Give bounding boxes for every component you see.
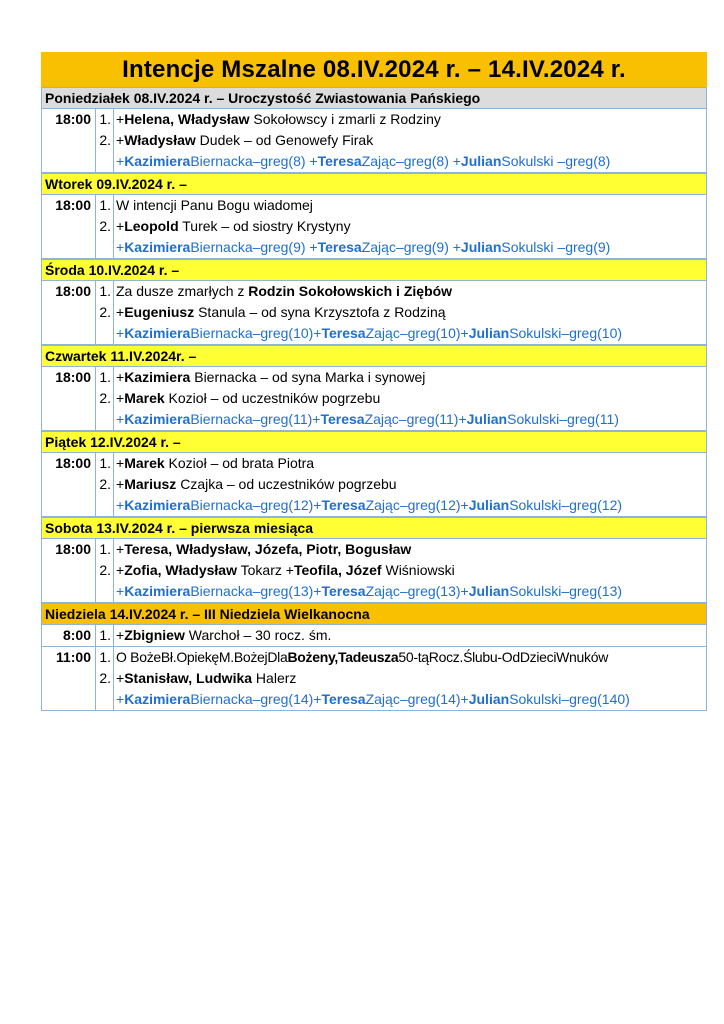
intention-name: Mariusz [124,476,177,492]
intention-name: Marek [124,390,165,406]
greg-text: Zając–greg(8) + [361,153,461,169]
intention-text: Za dusze zmarłych z [116,283,249,299]
intention-text: Halerz [252,670,297,686]
intention-name: Leopold [124,218,179,234]
intention-number: 1. [96,453,114,474]
mass-row [42,453,706,517]
gregorian-line [96,237,706,258]
intention-text: Kozioł – od uczestników pogrzebu [164,390,381,406]
intention-number: 2. [96,668,114,689]
mass-time: 18:00 [42,109,96,172]
intention-number: 1. [96,625,114,646]
greg-name: Julian [468,691,510,707]
gregorian-line [96,323,706,344]
intention-name: Rodzin Sokołowskich i Ziębów [248,283,453,299]
intention-text: + [116,369,125,385]
greg-text: + [116,497,125,513]
intention-line [96,388,706,409]
day-block [41,87,707,173]
intention-name: Stanisław, Ludwika [124,670,253,686]
page-title: Intencje Mszalne 08.IV.2024 r. – 14.IV.2024 r. [41,52,707,87]
intention-text: Sokołowscy i zmarli z Rodziny [249,111,441,127]
mass-row [42,539,706,603]
greg-text: Zając–greg(9) + [361,239,461,255]
gregorian-line [96,151,706,172]
greg-text: Zając–greg(10)+ [365,325,469,341]
mass-row [42,281,706,345]
day-block [41,431,707,517]
day-header: Wtorek 09.IV.2024 r. – [42,173,706,195]
greg-name: Kazimiera [124,583,191,599]
intention-line [96,367,706,388]
greg-text: Zając–greg(11)+ [364,411,467,427]
greg-text: Sokulski–greg(12) [509,497,623,513]
greg-text: Biernacka–greg(13)+ [190,583,322,599]
greg-text: Sokulski–greg(140) [509,691,630,707]
greg-name: Teresa [321,325,366,341]
mass-time: 18:00 [42,367,96,430]
greg-text: Biernacka–greg(9) + [190,239,318,255]
intention-line [96,647,706,668]
intention-line [96,216,706,237]
intention-text: + [116,132,125,148]
day-block [41,517,707,603]
greg-name: Kazimiera [124,325,191,341]
day-sunday [41,603,707,711]
intention-name: Kazimiera [124,369,191,385]
day-header: Piątek 12.IV.2024 r. – [42,431,706,453]
intention-line [96,668,706,689]
intention-name: Marek [124,455,165,471]
mass-time: 18:00 [42,453,96,516]
gregorian-line [96,409,706,430]
greg-text: + [116,325,125,341]
greg-text: Biernacka–greg(12)+ [190,497,322,513]
mass-time: 11:00 [42,647,96,710]
intention-name: Zofia, Władysław [124,562,237,578]
intention-text: 50-tąRocz.Ślubu-OdDzieciWnuków [398,649,609,665]
intention-number [96,495,114,516]
intention-number [96,323,114,344]
greg-text: + [116,153,125,169]
greg-name: Julian [460,153,502,169]
intention-text: + [116,562,125,578]
mass-row-0800 [42,625,706,647]
greg-name: Kazimiera [124,153,191,169]
intention-text: + [116,304,125,320]
gregorian-line [96,581,706,602]
intention-text: + [116,627,125,643]
intention-text: Turek – od siostry Krystyny [178,218,351,234]
intention-line [96,560,706,581]
intention-name: Teofila, Józef [293,562,382,578]
intention-text: Biernacka – od syna Marka i synowej [190,369,426,385]
intention-line [96,302,706,323]
intention-number: 1. [96,539,114,560]
intention-text: O BożeBł.OpiekęM.BożejDla [116,649,288,665]
intention-number: 1. [96,367,114,388]
intention-text: + [116,541,125,557]
greg-text: Sokulski –greg(8) [501,153,611,169]
intention-number: 2. [96,388,114,409]
intention-number: 1. [96,647,114,668]
day-block [41,259,707,345]
greg-text: Biernacka–greg(14)+ [190,691,322,707]
greg-name: Teresa [320,411,365,427]
intention-number: 1. [96,195,114,216]
intention-number: 2. [96,474,114,495]
greg-text: Sokulski–greg(10) [509,325,623,341]
intention-line [96,130,706,151]
intention-name: Teresa, Władysław, Józefa, Piotr, Bogusław [124,541,412,557]
day-header: Niedziela 14.IV.2024 r. – III Niedziela Wielkanocna [42,603,706,625]
mass-row [42,195,706,259]
day-header: Sobota 13.IV.2024 r. – pierwsza miesiąca [42,517,706,539]
intention-name: Władysław [124,132,196,148]
greg-name: Kazimiera [124,691,191,707]
intentions-sheet [41,52,707,711]
intention-line [96,195,706,216]
intention-line [96,453,706,474]
greg-text: Zając–greg(13)+ [365,583,469,599]
mass-time: 8:00 [42,625,96,646]
intention-text: Czajka – od uczestników pogrzebu [176,476,397,492]
intention-number: 2. [96,130,114,151]
intention-number [96,409,114,430]
intention-text: Wiśniowski [381,562,455,578]
greg-name: Kazimiera [124,239,191,255]
intention-number [96,237,114,258]
mass-time: 18:00 [42,539,96,602]
intention-line [96,625,706,646]
greg-name: Teresa [317,239,362,255]
day-header: Czwartek 11.IV.2024r. – [42,345,706,367]
intention-name: Helena, Władysław [124,111,250,127]
greg-text: Zając–greg(12)+ [365,497,469,513]
intention-text: Kozioł – od brata Piotra [164,455,315,471]
mass-time: 18:00 [42,195,96,258]
intention-line [96,474,706,495]
mass-time: 18:00 [42,281,96,344]
intention-text: + [116,218,125,234]
greg-name: Julian [466,411,508,427]
greg-text: Zając–greg(14)+ [365,691,469,707]
days-container [41,87,707,603]
greg-name: Julian [468,325,510,341]
intention-name: Eugeniusz [124,304,195,320]
intention-text: + [116,455,125,471]
greg-text: + [116,691,125,707]
greg-text: Sokulski –greg(9) [501,239,611,255]
mass-row [42,367,706,431]
day-header: Poniedziałek 08.IV.2024 r. – Uroczystość Zwiastowania Pańskiego [42,87,706,109]
mass-row-1100 [42,647,706,711]
greg-name: Julian [460,239,502,255]
day-header: Środa 10.IV.2024 r. – [42,259,706,281]
intention-line [96,539,706,560]
intention-text: Tokarz + [237,562,294,578]
gregorian-line [96,495,706,516]
intention-line [96,281,706,302]
intention-name: Bożeny,Tadeusza [287,649,399,665]
intention-name: Zbigniew [124,627,185,643]
greg-name: Kazimiera [124,497,191,513]
greg-name: Teresa [321,583,366,599]
greg-text: Biernacka–greg(10)+ [190,325,322,341]
greg-name: Teresa [321,691,366,707]
gregorian-line [96,689,706,710]
intention-number [96,689,114,710]
intention-text: + [116,390,125,406]
greg-text: + [116,583,125,599]
greg-name: Kazimiera [124,411,191,427]
mass-row [42,109,706,173]
intention-text: + [116,670,125,686]
intention-number [96,581,114,602]
greg-name: Julian [468,497,510,513]
greg-text: Biernacka–greg(11)+ [190,411,321,427]
intention-number [96,151,114,172]
intention-number: 2. [96,560,114,581]
greg-text: Sokulski–greg(11) [507,411,619,427]
intention-text: + [116,111,125,127]
greg-name: Teresa [321,497,366,513]
day-block [41,345,707,431]
intention-number: 1. [96,281,114,302]
greg-text: + [116,239,125,255]
intention-text: + [116,476,125,492]
greg-text: Biernacka–greg(8) + [190,153,318,169]
greg-text: + [116,411,125,427]
intention-number: 2. [96,302,114,323]
greg-text: Sokulski–greg(13) [509,583,623,599]
intention-text: Warchoł – 30 rocz. śm. [184,627,332,643]
greg-name: Julian [468,583,510,599]
intention-text: W intencji Panu Bogu wiadomej [116,197,313,213]
intention-text: Stanula – od syna Krzysztofa z Rodziną [194,304,446,320]
greg-name: Teresa [317,153,362,169]
day-block [41,173,707,259]
intention-text: Dudek – od Genowefy Firak [195,132,374,148]
intention-number: 2. [96,216,114,237]
intention-number: 1. [96,109,114,130]
intention-line [96,109,706,130]
